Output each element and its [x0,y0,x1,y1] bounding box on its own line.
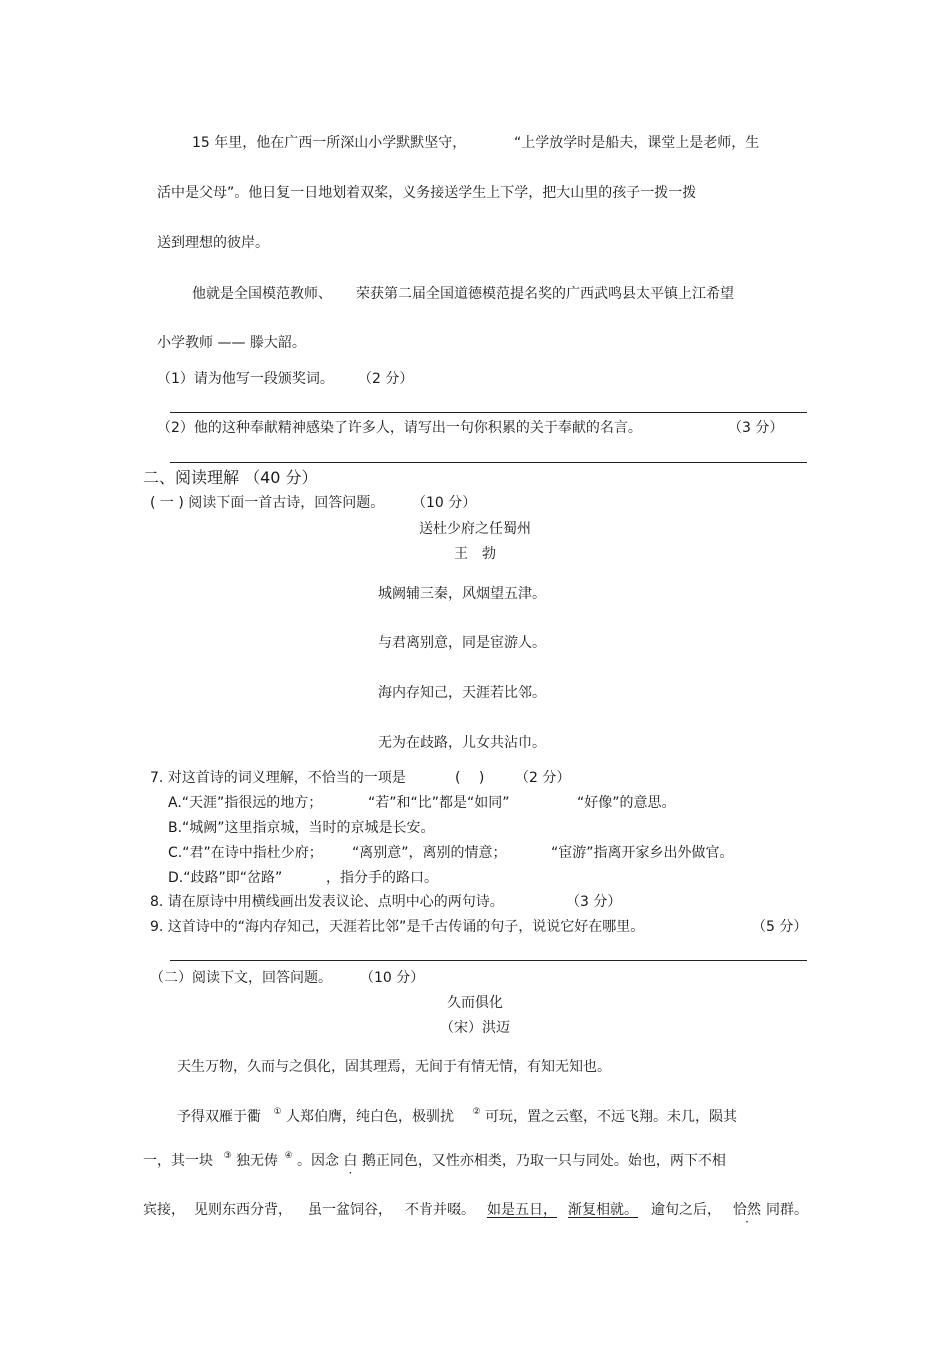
poem-title: 送杜少府之任蜀州 [419,521,531,537]
poem-line: 海内存知己，天涯若比邻。 [378,685,546,701]
prose-text: 见则东西分背， [194,1202,292,1218]
prose-paragraph: 予得双雁于衢 ① 人郑伯膺，纯白色，极驯扰 ② 可玩，置之云壑，不远飞翔。未几，陨其 [177,1107,737,1125]
option-b: B.“城阙”这里指京城，当时的京城是长安。 [168,820,435,836]
option-c: “离别意”，离别的情意； [352,845,507,861]
answer-paren[interactable]: ( ) [455,770,485,786]
intro-text: 活中是父母”。他日复一日地划着双桨，义务接送学生上下学，把大山里的孩子一拨一拨 [157,185,697,201]
prose-paragraph: 天生万物，久而与之俱化，固其理焉，无间于有情无情，有知无知也。 [177,1059,611,1075]
answer-line[interactable] [170,462,807,463]
part-score: （10 分） [360,970,425,986]
underlined-text: 如是五日， [487,1202,557,1218]
option-d: ，指分手的路口。 [326,870,438,886]
part-2-intro: （二）阅读下文，回答问题。 [150,970,332,986]
option-a: A.“天涯”指很远的地方； [168,795,323,811]
option-a: “若”和“比”都是“如同” [368,795,510,811]
intro-text: 荣获第二届全国道德模范提名奖的广西武鸣县太平镇上江希望 [356,286,734,302]
question-score: （3 分） [566,894,622,910]
option-c: C.“君”在诗中指杜少府； [168,845,323,861]
prose-text: 同群。 [766,1202,808,1218]
answer-line[interactable] [170,960,807,961]
intro-text: 他就是全国模范教师、 [192,286,332,302]
underlined-text: 渐复相就。 [568,1202,638,1218]
prose-author: （宋）洪迈 [440,1020,510,1036]
prose-paragraph: 一，其一块 ③ 独无俦 ④ 。因念 白 鹅正同色，又性亦相类，乃取一只与同处。始也，两下不相 [143,1151,726,1169]
footnote-marker: ① [273,1107,282,1117]
question-score: （2 分） [515,770,571,786]
poem-line: 城阙辅三秦，风烟望五津。 [378,586,546,602]
intro-text: 送到理想的彼岸。 [157,235,269,251]
question-2: （2）他的这种奉献精神感染了许多人，请写出一句你积累的关于奉献的名言。 [157,420,642,436]
prose-text: 宾接， [143,1202,185,1218]
intro-text: “上学放学时是船夫，课堂上是老师，生 [514,135,760,151]
question-8: 8. 请在原诗中用横线画出发表议论、点明中心的两句诗。 [150,894,504,910]
section-heading: 二、阅读理解 （40 分） [143,468,318,487]
emphasis-mark: 白 [343,1153,358,1169]
prose-text: 虽一盆饲谷， [308,1202,392,1218]
prose-text: 不肯并啜。 [405,1202,475,1218]
poem-line: 与君离别意，同是宦游人。 [378,635,546,651]
footnote-marker: ② [472,1107,481,1117]
option-d: D.“歧路”即“岔路” [168,870,283,886]
option-c: “宦游”指离开家乡出外做官。 [551,845,734,861]
answer-line[interactable] [170,412,807,413]
part-score: （10 分） [412,495,477,511]
question-1: （1）请为他写一段颁奖词。 [157,371,334,387]
question-9: 9. 这首诗中的“海内存知己，天涯若比邻”是千古传诵的句子，说说它好在哪里。 [150,919,645,935]
part-1-intro: ( 一 ) 阅读下面一首古诗，回答问题。 [150,495,385,511]
prose-title: 久而俱化 [447,995,503,1011]
intro-text: 15 年里，他在广西一所深山小学默默坚守， [192,135,467,151]
emphasis-mark: 恰然 [733,1202,761,1218]
question-score: （3 分） [728,420,784,436]
footnote-marker: ③ [223,1151,232,1161]
intro-text: 小学教师 —— 滕大韶。 [157,335,306,351]
prose-text: 逾旬之后， [651,1202,721,1218]
footnote-marker: ④ [284,1151,293,1161]
poem-line: 无为在歧路，儿女共沾巾。 [378,735,546,751]
question-7: 7. 对这首诗的词义理解，不恰当的一项是 [150,770,406,786]
question-score: （2 分） [358,371,414,387]
option-a: “好像”的意思。 [577,795,676,811]
poem-author: 王 勃 [454,546,496,562]
question-score: （5 分） [752,919,808,935]
